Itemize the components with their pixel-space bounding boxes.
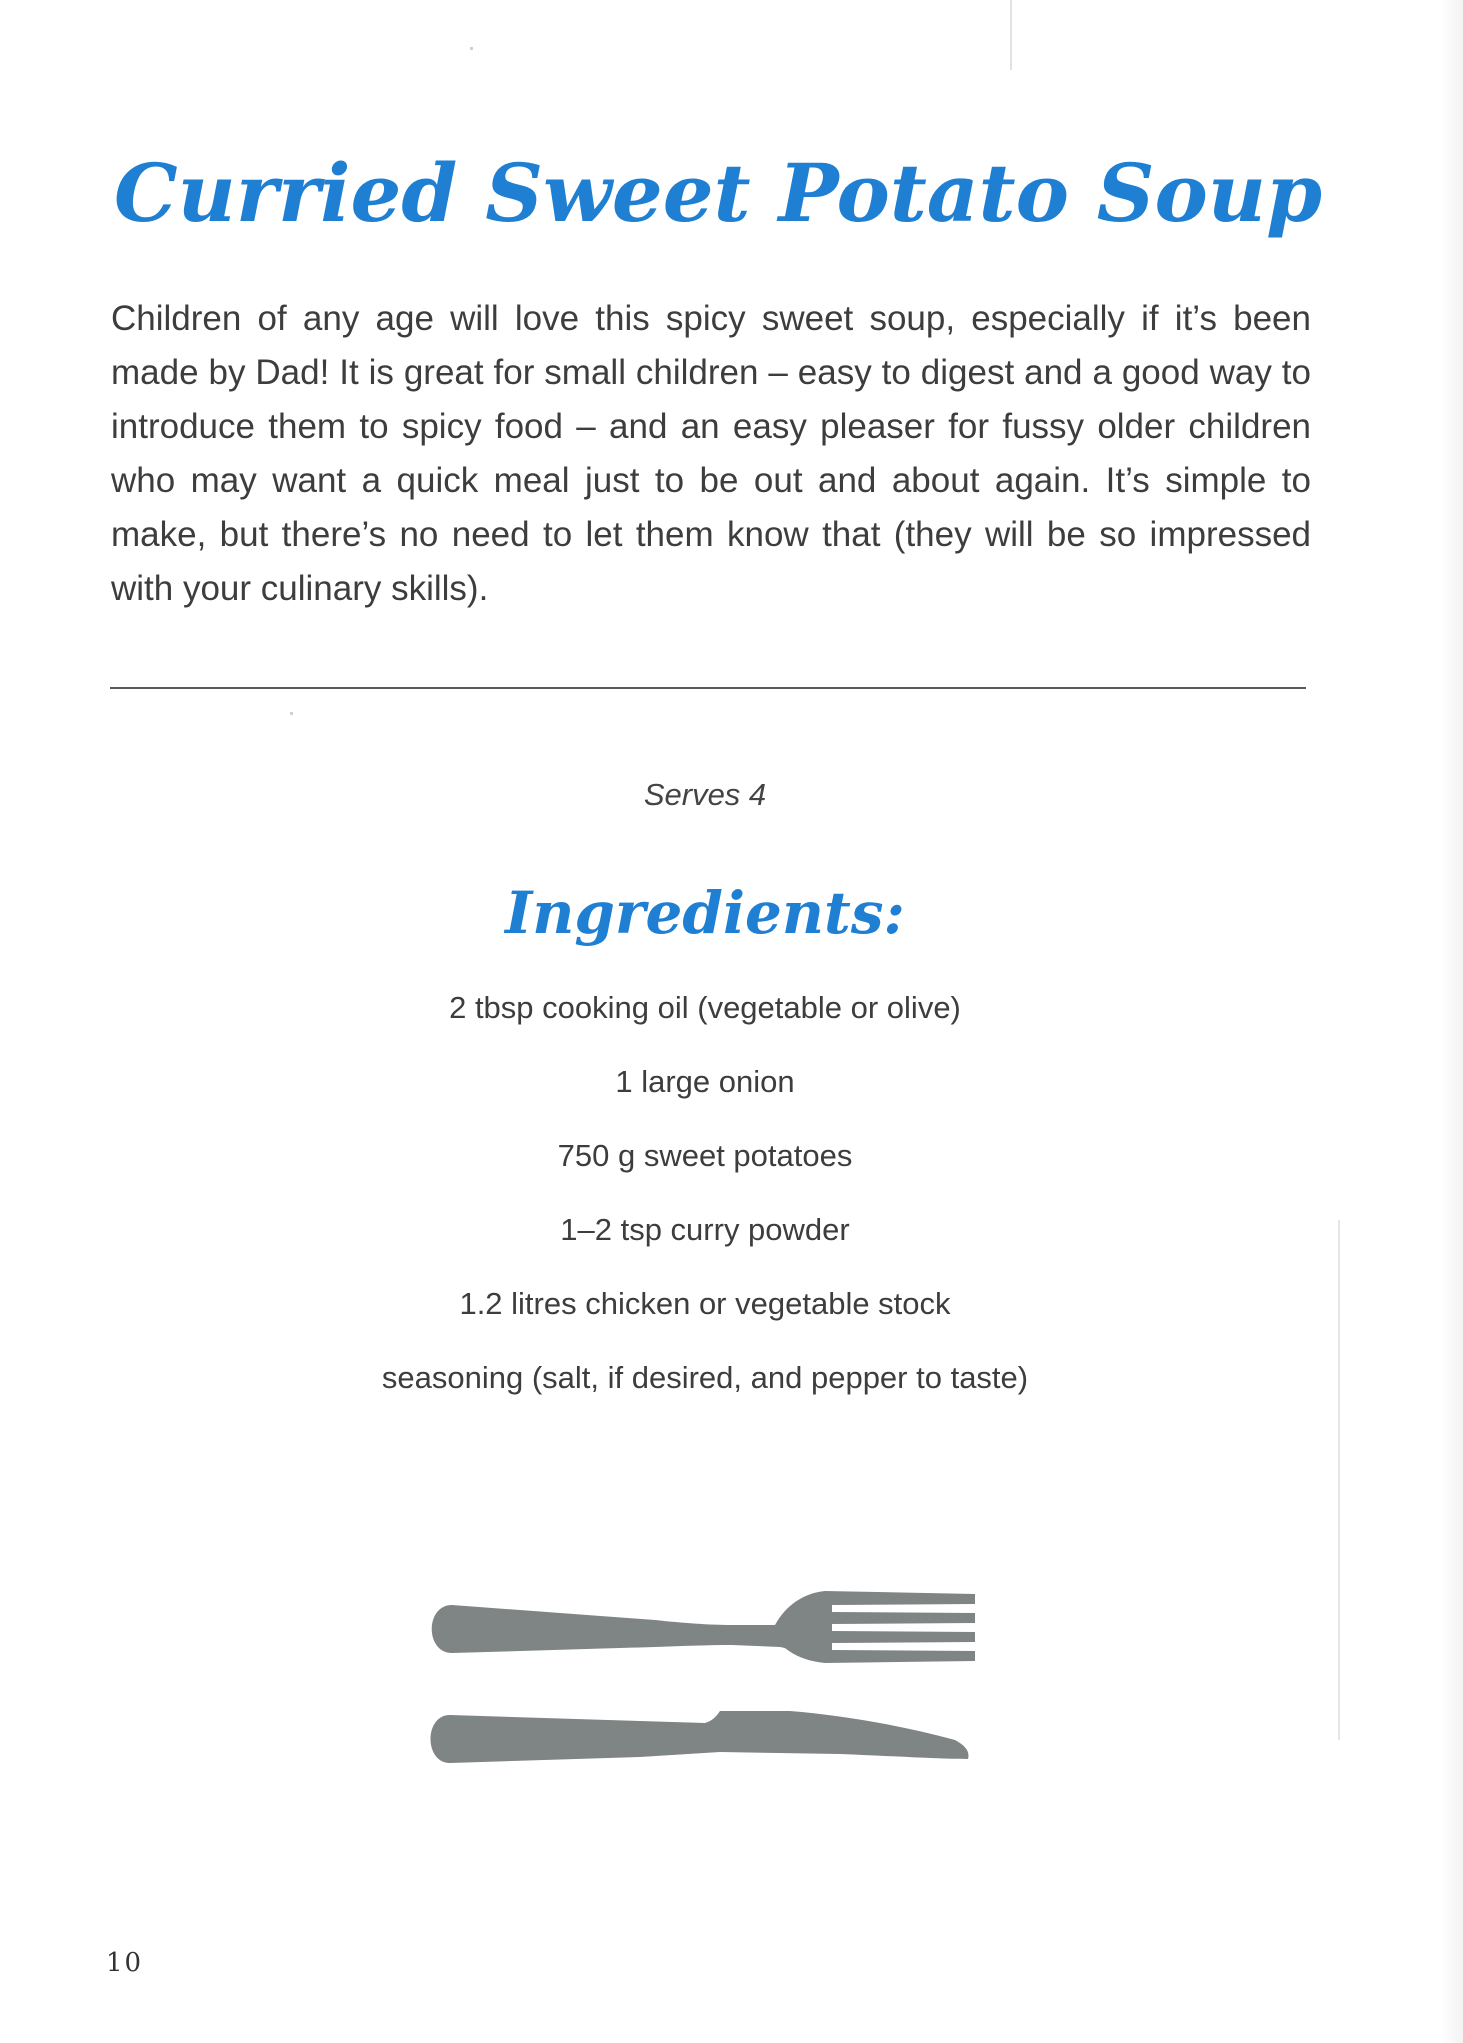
ingredient-item: 750 g sweet potatoes: [557, 1138, 853, 1173]
ingredient-item: seasoning (salt, if desired, and pepper to taste): [381, 1360, 1029, 1395]
ingredients-list: [0, 985, 1410, 1429]
section-divider: [110, 687, 1306, 689]
ingredient-item: 2 tbsp cooking oil (vegetable or olive): [449, 990, 961, 1025]
fork-icon: [432, 1591, 975, 1663]
recipe-title: Curried Sweet Potato Soup: [114, 146, 1323, 240]
cutlery-illustration: [420, 1575, 980, 1790]
recipe-intro: Children of any age will love this spicy sweet soup, especially if it’s been made by Dad! It is great for small children – easy to digest and a good way to introduce them to spicy food – and an easy pleaser for fussy older children who may want a quick meal just to be out and about again. It’s simple to make, but there’s no need to let them know that (they will be so impressed with your culinary skills).: [111, 299, 1311, 608]
ingredients-heading: Ingredients:: [505, 879, 905, 947]
serves-count: Serves 4: [643, 777, 767, 812]
scan-speck: [470, 47, 473, 50]
page-number: 10: [106, 1948, 144, 1978]
ingredient-item: 1.2 litres chicken or vegetable stock: [459, 1286, 951, 1321]
scan-mark: [1010, 0, 1012, 70]
ingredient-item: 1 large onion: [615, 1064, 795, 1099]
knife-icon: [431, 1711, 969, 1763]
scan-speck: [290, 712, 293, 715]
ingredient-item: 1–2 tsp curry powder: [560, 1212, 850, 1247]
scan-page-edge: [1440, 0, 1463, 2043]
